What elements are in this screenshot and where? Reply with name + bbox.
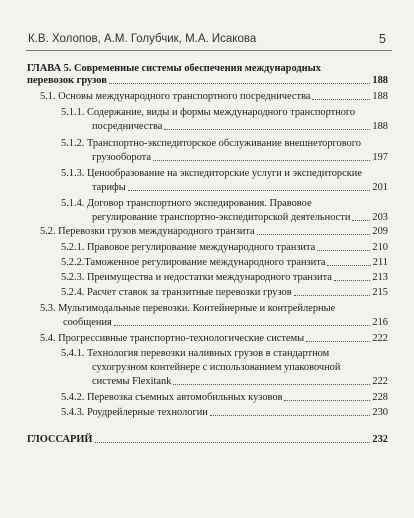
toc-entry-5-1-4 bbox=[92, 212, 388, 224]
dot-leader bbox=[306, 341, 370, 342]
dot-leader bbox=[109, 83, 371, 84]
dot-leader bbox=[257, 234, 371, 235]
toc-entry-title: 5.4.3. Роудрейлерные технологии bbox=[61, 407, 208, 418]
toc-entry-5-2-1 bbox=[61, 242, 388, 254]
page-number: 5 bbox=[379, 32, 386, 46]
toc-entry-title: 5.4. Прогрессивные транспортно-технологические системы bbox=[40, 333, 305, 344]
dot-leader bbox=[312, 99, 370, 100]
toc-entry-title: 5.4.2. Перевозка съемных автомобильных кузовов bbox=[61, 392, 283, 403]
toc-entry-title: 5.2. Перевозки грузов международного транзита bbox=[40, 226, 255, 237]
toc-entry-page: 188 bbox=[372, 121, 388, 132]
toc-entry-chapter5 bbox=[27, 75, 388, 87]
toc-entry-page: 197 bbox=[372, 152, 388, 163]
toc-entry-title: посредничества bbox=[92, 121, 163, 132]
toc-entry-5-1-1-line1: 5.1.1. Содержание, виды и формы международного транспортного bbox=[61, 107, 356, 118]
toc-entry-5-3 bbox=[63, 317, 388, 329]
toc-entry-page: 230 bbox=[372, 407, 388, 418]
dot-leader bbox=[128, 190, 371, 191]
toc-entry-5-1-3 bbox=[92, 182, 388, 194]
toc-entry-page: 203 bbox=[372, 212, 388, 223]
toc-entry-title: перевозок грузов bbox=[27, 75, 107, 86]
toc-entry-page: 209 bbox=[372, 226, 388, 237]
toc-entry-title: регулирование транспортно-экспедиторской деятельности bbox=[92, 212, 351, 223]
dot-leader bbox=[173, 384, 370, 385]
toc-entry-title: системы Flexitank bbox=[92, 376, 172, 387]
toc-entry-5-2-4 bbox=[61, 287, 388, 299]
toc-entry-5-1-4-line1: 5.1.4. Договор транспортного экспедирования. Правовое bbox=[61, 198, 312, 209]
toc-entry-5-3-line1: 5.3. Мультимодальные перевозки. Контейнерные и контрейлерные bbox=[40, 303, 336, 314]
toc-entry-title: 5.2.3. Преимущества и недостатки международного транзита bbox=[61, 272, 332, 283]
toc-entry-5-2-2 bbox=[61, 257, 388, 269]
toc-entry-5-1 bbox=[40, 91, 388, 103]
toc-entry-page: 213 bbox=[372, 272, 388, 283]
toc-entry-5-1-2-line1: 5.1.2. Транспортно-экспедиторское обслуживание внешнеторгового bbox=[61, 138, 361, 149]
dot-leader bbox=[334, 280, 371, 281]
authors: К.В. Холопов, А.М. Голубчик, М.А. Исакова bbox=[28, 33, 257, 45]
toc-entry-5-1-3-line1: 5.1.3. Ценообразование на экспедиторские услуги и экспедиторские bbox=[61, 168, 362, 179]
toc-entry-page: 215 bbox=[372, 287, 388, 298]
toc-entry-page: 210 bbox=[372, 242, 388, 253]
toc-entry-title: 5.1. Основы международного транспортного посредничества bbox=[40, 91, 311, 102]
toc-entry-5-2-3 bbox=[61, 272, 388, 284]
toc-entry-title: ГЛОССАРИЙ bbox=[27, 434, 93, 445]
toc-entry-5-4 bbox=[40, 333, 388, 345]
dot-leader bbox=[327, 265, 370, 266]
toc-entry-5-4-1 bbox=[92, 376, 388, 388]
toc-entry-5-4-3 bbox=[61, 407, 388, 419]
dot-leader bbox=[294, 295, 371, 296]
toc-entry-title: тарифы bbox=[92, 182, 126, 193]
toc-entry-page: 188 bbox=[372, 75, 388, 86]
dot-leader bbox=[164, 129, 370, 130]
toc-entry-title: 5.2.1. Правовое регулирование международного транзита bbox=[61, 242, 316, 253]
toc-entry-page: 188 bbox=[372, 91, 388, 102]
toc-entry-title: 5.2.4. Расчет ставок за транзитные перевозки грузов bbox=[61, 287, 292, 298]
dot-leader bbox=[284, 400, 370, 401]
toc-entry-5-4-1-line2: сухогрузном контейнере с использованием упаковочной bbox=[92, 362, 341, 373]
toc-entry-title: 5.2.2.Таможенное регулирование международного транзита bbox=[61, 257, 326, 268]
toc-entry-5-1-1 bbox=[92, 121, 388, 133]
toc-entry-title: грузооборота bbox=[92, 152, 151, 163]
toc-entry-page: 222 bbox=[372, 376, 388, 387]
dot-leader bbox=[317, 250, 370, 251]
toc-entry-glossary bbox=[27, 434, 388, 446]
dot-leader bbox=[352, 220, 370, 221]
toc-entry-page: 228 bbox=[372, 392, 388, 403]
toc-entry-5-4-2 bbox=[61, 392, 388, 404]
toc-entry-5-1-2 bbox=[92, 152, 388, 164]
toc-entry-title: сообщения bbox=[63, 317, 112, 328]
dot-leader bbox=[95, 442, 371, 443]
toc-entry-5-4-1-line1: 5.4.1. Технология перевозки наливных грузов в стандартном bbox=[61, 348, 330, 359]
dot-leader bbox=[153, 160, 370, 161]
dot-leader bbox=[114, 325, 371, 326]
toc-entry-5-2 bbox=[40, 226, 388, 238]
toc-chapter-title-line1: ГЛАВА 5. Современные системы обеспечения международных bbox=[27, 63, 321, 74]
toc-entry-page: 211 bbox=[372, 257, 388, 268]
toc-entry-page: 201 bbox=[372, 182, 388, 193]
toc-entry-page: 232 bbox=[372, 434, 388, 445]
toc-entry-page: 216 bbox=[372, 317, 388, 328]
dot-leader bbox=[210, 415, 371, 416]
toc-entry-page: 222 bbox=[372, 333, 388, 344]
